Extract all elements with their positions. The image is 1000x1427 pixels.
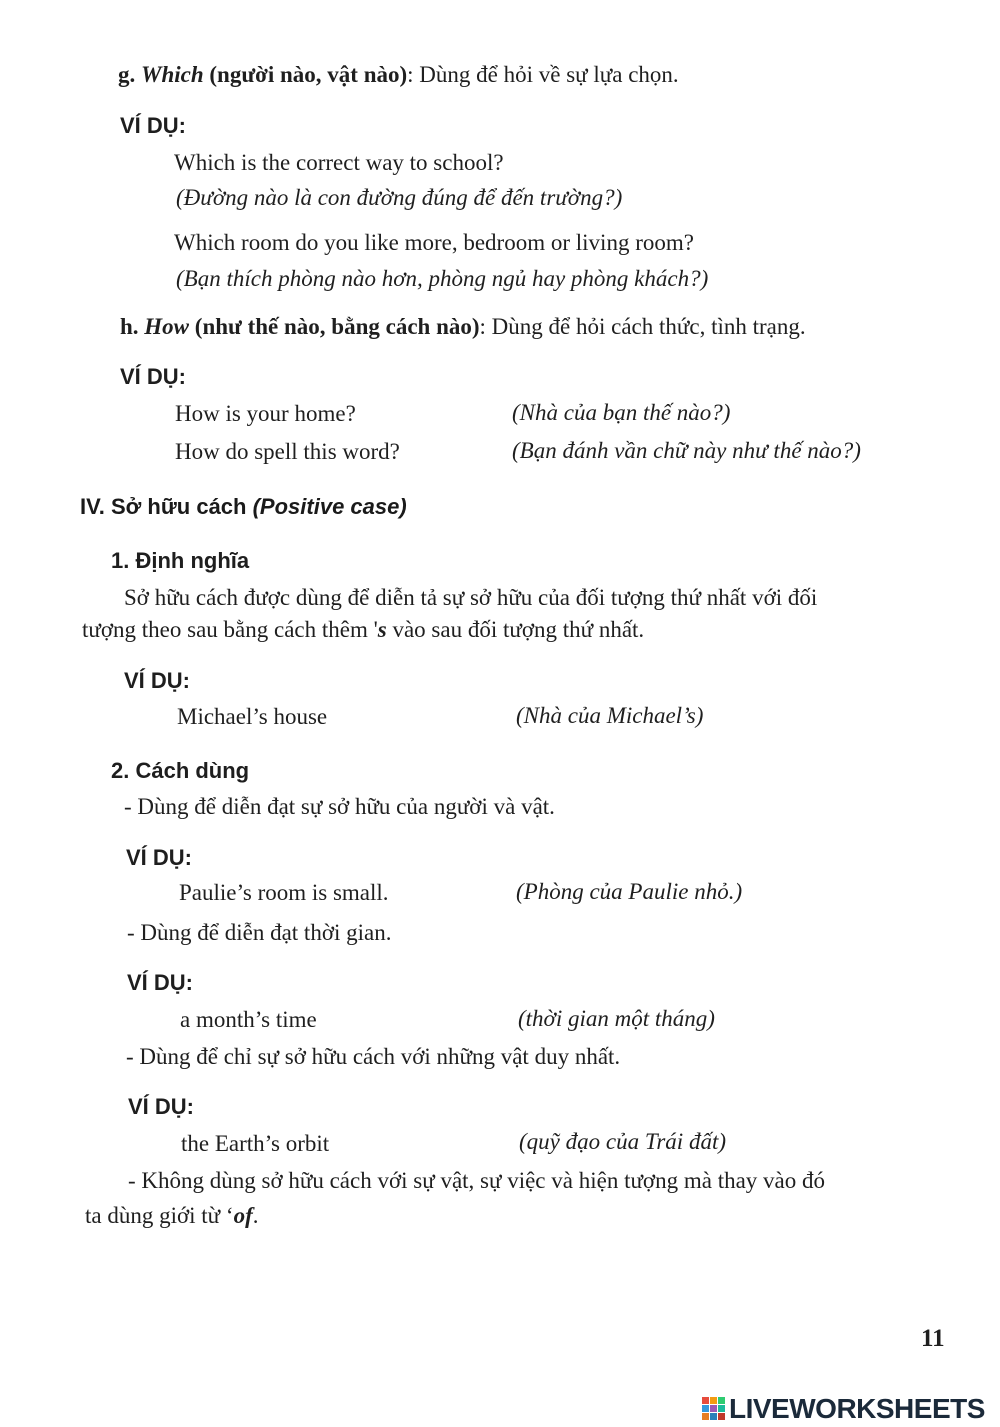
usage-heading: 2. Cách dùng bbox=[111, 758, 250, 783]
example-u2-en: a month’s time bbox=[180, 1007, 317, 1032]
usage-rule-4-post: . bbox=[252, 1203, 259, 1228]
definition-line-2-pre: tượng theo sau bằng cách thêm ' bbox=[82, 617, 378, 642]
page-number: 11 bbox=[921, 1325, 945, 1352]
section-iv-title-vi: IV. Sở hữu cách bbox=[80, 494, 247, 519]
definition-line-2 bbox=[82, 617, 644, 643]
section-h-keyword: How bbox=[144, 314, 190, 339]
example-u1-en: Paulie’s room is small. bbox=[179, 880, 389, 905]
example-def-en: Michael’s house bbox=[177, 704, 328, 729]
brand-footer[interactable] bbox=[702, 1392, 985, 1426]
section-h-marker: h. bbox=[120, 314, 139, 339]
definition-heading: 1. Định nghĩa bbox=[111, 548, 250, 573]
example-u1-vi: (Phòng của Paulie nhỏ.) bbox=[516, 879, 743, 904]
section-iv-title-en: (Positive case) bbox=[252, 494, 407, 519]
section-g-heading bbox=[118, 62, 679, 88]
section-g-gloss: (người nào, vật nào) bbox=[209, 62, 408, 87]
example-h2-en: How do spell this word? bbox=[175, 439, 400, 464]
example-label-def: VÍ DỤ: bbox=[124, 668, 190, 693]
definition-line-1: Sở hữu cách được dùng để diễn tả sự sở hữu của đối tượng thứ nhất với đối bbox=[124, 585, 818, 610]
usage-rule-3: - Dùng để chỉ sự sở hữu cách với những vật duy nhất. bbox=[126, 1044, 621, 1069]
usage-rule-4-line-1: - Không dùng sở hữu cách với sự vật, sự việc và hiện tượng mà thay vào đó bbox=[128, 1168, 825, 1193]
definition-line-2-post: vào sau đối tượng thứ nhất. bbox=[386, 617, 645, 642]
example-label-u2: VÍ DỤ: bbox=[127, 970, 193, 995]
example-h1-vi: (Nhà của bạn thế nào?) bbox=[512, 400, 731, 425]
section-g-keyword: Which bbox=[141, 62, 204, 87]
example-g1-vi: (Đường nào là con đường đúng để đến trường?) bbox=[176, 185, 623, 210]
example-u2-vi: (thời gian một tháng) bbox=[518, 1006, 715, 1031]
example-u3-vi: (quỹ đạo của Trái đất) bbox=[519, 1129, 726, 1154]
example-u3-en: the Earth’s orbit bbox=[181, 1131, 330, 1156]
usage-rule-4-pre: ta dùng giới từ ‘ bbox=[85, 1203, 234, 1228]
liveworksheets-logo-icon bbox=[702, 1397, 726, 1421]
section-h-heading bbox=[120, 314, 806, 340]
example-g2-vi: (Bạn thích phòng nào hơn, phòng ngủ hay phòng khách?) bbox=[176, 266, 709, 291]
example-label-h: VÍ DỤ: bbox=[120, 364, 186, 389]
example-label-u3: VÍ DỤ: bbox=[128, 1094, 194, 1119]
example-g2-en: Which room do you like more, bedroom or living room? bbox=[174, 230, 694, 255]
section-g-marker: g. bbox=[118, 62, 136, 87]
example-h2-vi: (Bạn đánh vần chữ này như thế nào?) bbox=[512, 438, 861, 463]
example-label-u1: VÍ DỤ: bbox=[126, 845, 192, 870]
section-g-desc: : Dùng để hỏi về sự lựa chọn. bbox=[407, 62, 679, 87]
example-def-vi: (Nhà của Michael’s) bbox=[516, 703, 704, 728]
usage-rule-4-line-2 bbox=[85, 1203, 258, 1229]
section-iv-title bbox=[80, 494, 407, 520]
usage-rule-1: - Dùng để diễn đạt sự sở hữu của người và vật. bbox=[124, 794, 555, 819]
usage-rule-2: - Dùng để diễn đạt thời gian. bbox=[127, 920, 392, 945]
example-h1-en: How is your home? bbox=[175, 401, 356, 426]
usage-rule-4-of: of bbox=[233, 1203, 253, 1228]
example-label-g: VÍ DỤ: bbox=[120, 113, 186, 138]
brand-name: LIVEWORKSHEETS bbox=[729, 1393, 985, 1424]
section-h-desc: : Dùng để hỏi cách thức, tình trạng. bbox=[479, 314, 806, 339]
definition-s-suffix: s bbox=[377, 617, 387, 642]
section-h-gloss: (như thế nào, bằng cách nào) bbox=[194, 314, 480, 339]
example-g1-en: Which is the correct way to school? bbox=[174, 150, 504, 175]
